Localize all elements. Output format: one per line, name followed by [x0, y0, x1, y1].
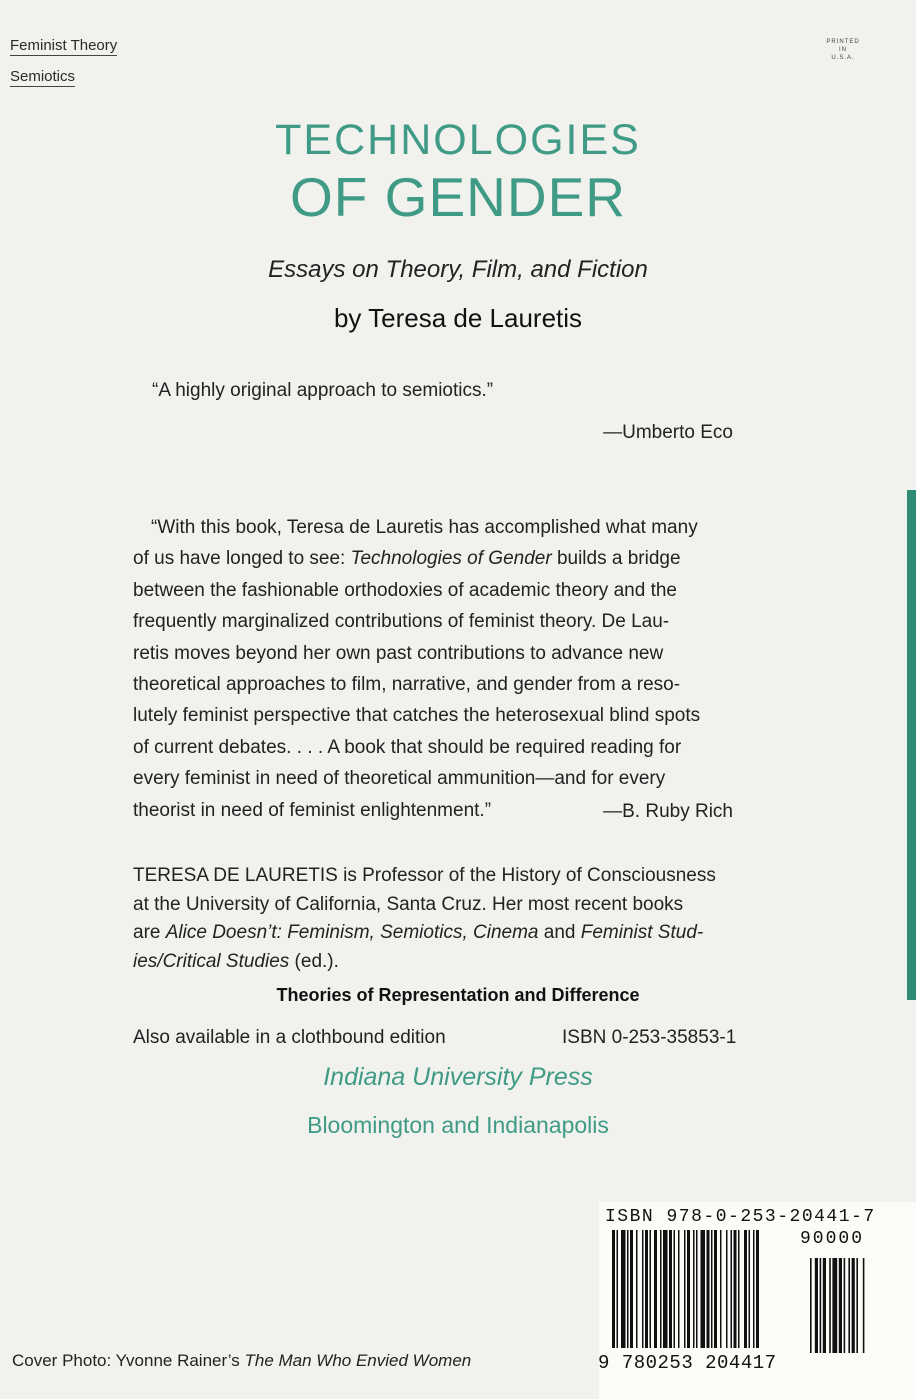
spine-accent-bar — [907, 490, 916, 1000]
barcode-bar — [696, 1230, 698, 1348]
book-title-line-1: TECHNOLOGIES — [275, 116, 641, 164]
barcode-bar — [669, 1230, 672, 1348]
author-byline: by Teresa de Lauretis — [333, 303, 583, 333]
barcode-bar — [738, 1230, 740, 1348]
barcode-bar — [678, 1230, 680, 1348]
barcode-bar — [744, 1230, 747, 1348]
bio-line — [133, 948, 759, 977]
quote-line: every feminist in need of theoretical ammunition—and for every — [133, 768, 666, 790]
series-name: Theories of Representation and Difference — [276, 985, 640, 1005]
barcode-bar — [820, 1258, 822, 1353]
barcode-bar — [684, 1230, 686, 1348]
book-title-ref: Technologies of Gender — [350, 548, 552, 570]
category-feminist-theory: Feminist Theory — [10, 37, 118, 54]
clothbound-isbn: ISBN 0-253-35853-1 — [562, 1027, 737, 1048]
barcode-bar — [839, 1258, 842, 1353]
barcode-bar — [731, 1230, 733, 1348]
barcode-bar — [829, 1258, 831, 1353]
publisher-city: Bloomington and Indianapolis — [307, 1112, 609, 1138]
cover-photo-credit — [12, 1351, 471, 1371]
barcode-bar — [654, 1230, 657, 1348]
category-semiotics: Semiotics — [10, 68, 76, 85]
bio-text: are — [133, 922, 166, 943]
book-title-ref: Feminist Stud- — [580, 922, 704, 943]
barcode-bar — [749, 1230, 751, 1348]
barcode-isbn: ISBN 978-0-253-20441-7 — [605, 1207, 876, 1227]
barcode-icon — [612, 1230, 912, 1355]
quote-rich — [133, 512, 759, 826]
barcode-bar — [663, 1230, 668, 1348]
book-subtitle: Essays on Theory, Film, and Fiction — [268, 256, 648, 283]
barcode-bar — [720, 1230, 722, 1348]
barcode-bar — [636, 1230, 638, 1348]
barcode-bar — [645, 1230, 648, 1348]
book-title-ref: ies/Critical Studies — [133, 950, 290, 972]
bio-text: and — [538, 922, 581, 943]
bio-line: TERESA DE LAURETIS is Professor of the History of Consciousness — [133, 865, 716, 886]
quote-eco-attribution: —Umberto Eco — [603, 422, 733, 443]
quote-line: “With this book, Teresa de Lauretis has accomplished what many — [151, 517, 698, 538]
barcode-bar — [650, 1230, 652, 1348]
barcode-bar — [701, 1230, 706, 1348]
quote-line: retis moves beyond her own past contributions to advance new — [133, 642, 664, 664]
barcode-bar — [848, 1258, 850, 1353]
quote-line: lutely feminist perspective that catches the heterosexual blind spots — [133, 705, 701, 727]
barcode-digits: 9 780253 204417 — [598, 1352, 777, 1374]
barcode-bar — [863, 1258, 865, 1353]
book-title-ref: Alice Doesn’t: Feminism, Semiotics, Cinema — [165, 922, 539, 943]
barcode-bar — [756, 1230, 759, 1348]
barcode-bar — [621, 1230, 626, 1348]
quote-line: of current debates. . . . A book that should be required reading for — [133, 736, 682, 758]
stamp-line: PRINTED — [826, 39, 860, 45]
barcode-bar — [832, 1258, 837, 1353]
quote-text: builds a bridge — [551, 548, 681, 570]
quote-eco: “A highly original approach to semiotics.” — [152, 380, 494, 401]
barcode-bar — [714, 1230, 717, 1348]
bio-line — [133, 919, 759, 948]
barcode-bar — [660, 1230, 662, 1348]
barcode-bar — [674, 1230, 676, 1348]
publisher-name: Indiana University Press — [323, 1063, 593, 1091]
barcode-price-code: 90000 — [800, 1229, 865, 1249]
film-title: The Man Who Envied Women — [244, 1351, 472, 1370]
quote-text: of us have longed to see: — [133, 548, 351, 570]
stamp-line: IN — [839, 47, 847, 53]
quote-line: theorist in need of feminist enlightenment.” — [133, 799, 492, 821]
bio-text: (ed.). — [289, 950, 339, 972]
credit-text: Cover Photo: Yvonne Rainer’s — [12, 1351, 245, 1370]
barcode-bar — [617, 1230, 619, 1348]
barcode-bar — [612, 1230, 615, 1348]
barcode-bar — [726, 1230, 728, 1348]
barcode-bar — [630, 1230, 633, 1348]
bio-line: at the University of California, Santa Cruz. Her most recent books — [133, 893, 684, 915]
book-title-line-2: OF GENDER — [290, 166, 626, 228]
clothbound-note: Also available in a clothbound edition — [133, 1027, 446, 1048]
barcode-bar — [856, 1258, 858, 1353]
barcode-bar — [734, 1230, 737, 1348]
barcode-bar — [815, 1258, 818, 1353]
quote-line — [133, 543, 759, 574]
quote-line: theoretical approaches to film, narrative, and gender from a reso- — [133, 674, 681, 696]
barcode-bar — [852, 1258, 855, 1353]
stamp-line: U.S.A. — [831, 55, 855, 61]
quote-rich-attribution: —B. Ruby Rich — [603, 801, 733, 822]
barcode-bar — [627, 1230, 629, 1348]
barcode-bar — [753, 1230, 755, 1348]
author-bio — [133, 862, 759, 976]
barcode-bar — [693, 1230, 695, 1348]
barcode-bar — [687, 1230, 690, 1348]
quote-line: between the fashionable orthodoxies of academic theory and the — [133, 579, 677, 601]
barcode-bar — [711, 1230, 713, 1348]
barcode-bar — [844, 1258, 846, 1353]
barcode-bar — [707, 1230, 710, 1348]
barcode-bar — [823, 1258, 826, 1353]
quote-line: frequently marginalized contributions of feminist theory. De Lau- — [133, 611, 670, 633]
barcode-bar — [810, 1258, 812, 1353]
printed-in-usa-stamp — [818, 38, 868, 62]
barcode-bar — [642, 1230, 644, 1348]
